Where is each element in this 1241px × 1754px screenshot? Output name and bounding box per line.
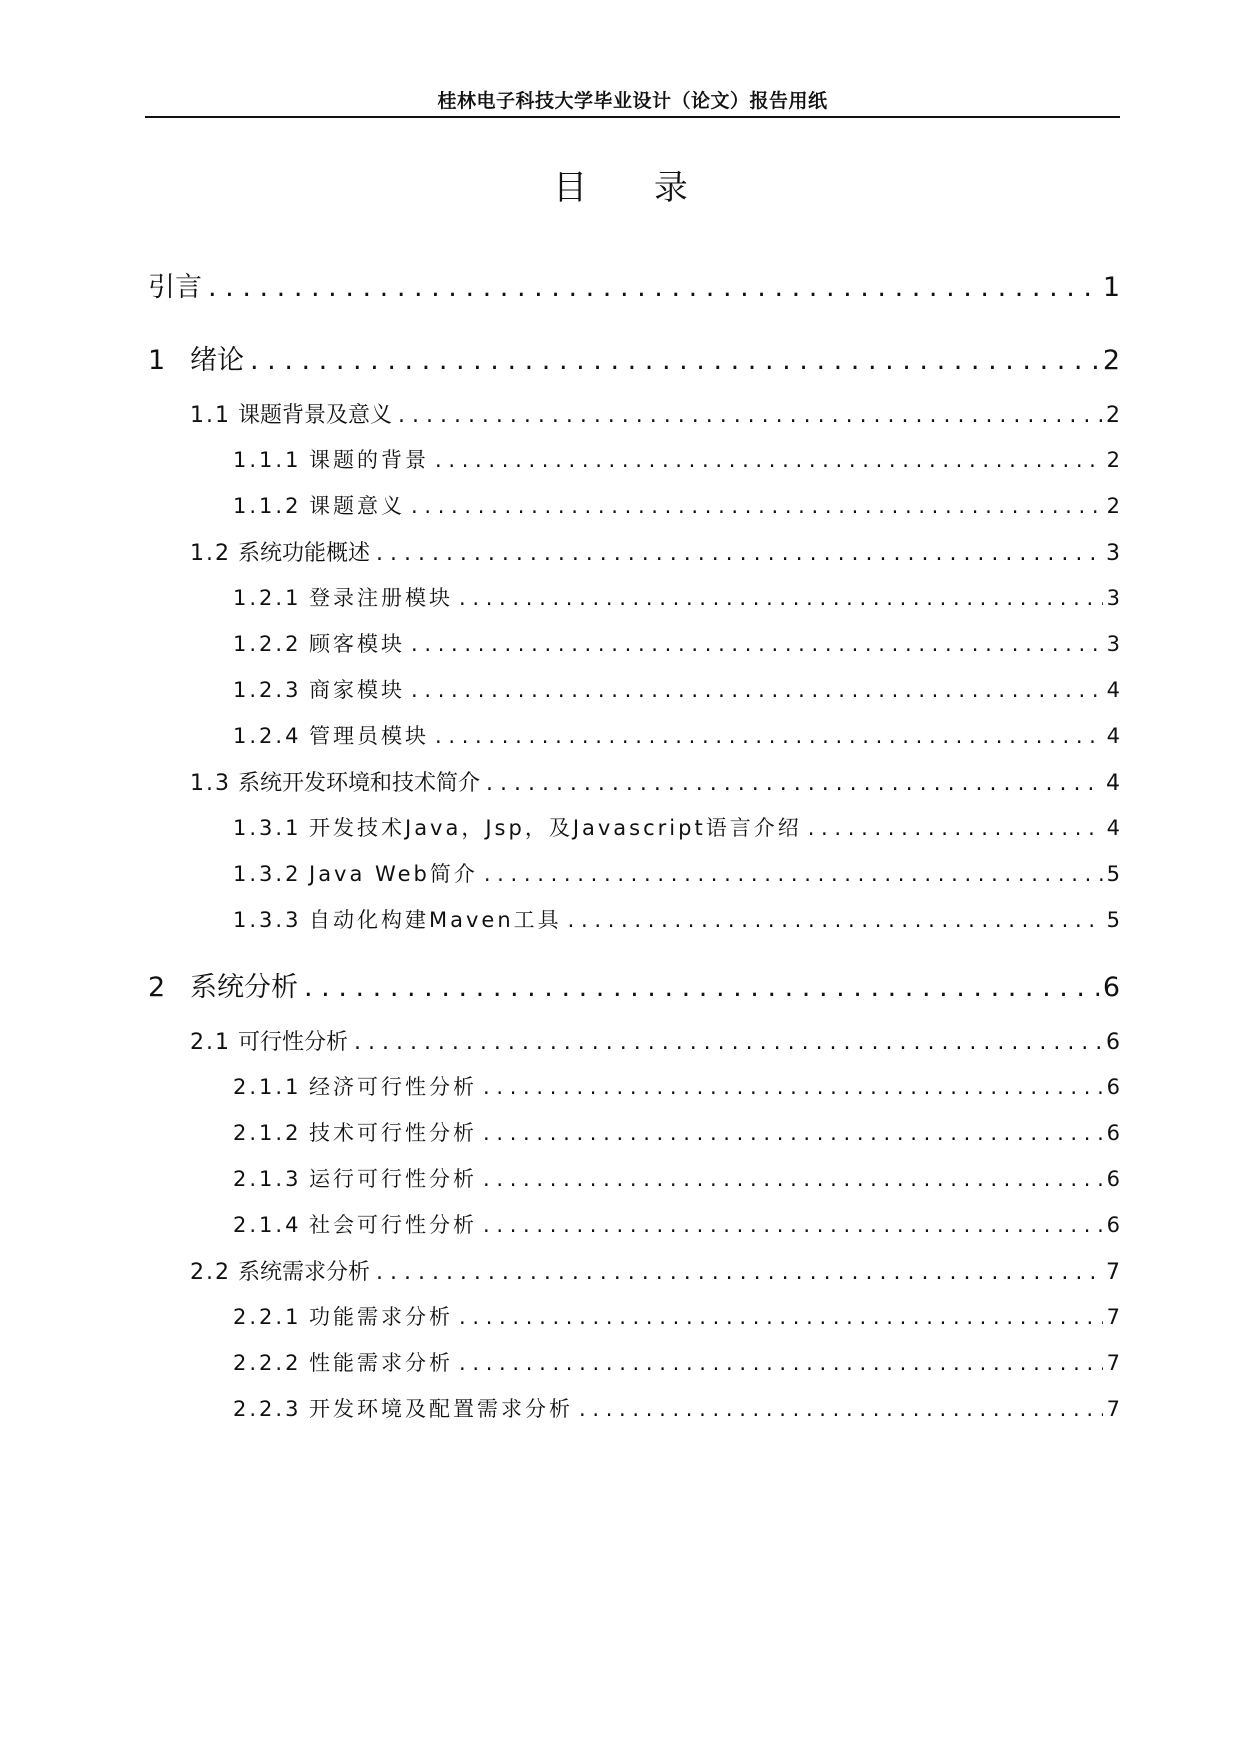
toc-entry-page-number: 2: [1102, 345, 1120, 376]
toc-entry-number: 2: [148, 972, 166, 1003]
toc-entry-title: Java Web简介: [309, 862, 478, 886]
dot-leader: [483, 1213, 1103, 1237]
toc-entry-title: 开发技术Java，Jsp，及Javascript语言介绍: [309, 816, 802, 840]
dot-leader: [354, 1030, 1102, 1055]
toc-entry-number: 1: [148, 345, 166, 376]
toc-entry-title: 商家模块: [309, 678, 405, 702]
dot-leader: [568, 908, 1103, 932]
toc-entry-number: 1.1.2: [233, 494, 302, 518]
dot-leader: [484, 862, 1103, 886]
toc-entry-number: 1.3.3: [233, 908, 302, 932]
toc-entry[interactable]: [190, 536, 1120, 567]
toc-entry-page-number: 6: [1102, 972, 1120, 1003]
dot-leader: [459, 1351, 1103, 1375]
toc-entry[interactable]: [233, 1301, 1120, 1331]
toc-entry-page-number: 3: [1106, 541, 1120, 566]
dot-leader: [411, 494, 1103, 518]
toc-entry[interactable]: [233, 1163, 1120, 1193]
toc-entry[interactable]: [233, 674, 1120, 704]
page-header: 桂林电子科技大学毕业设计（论文）报告用纸: [437, 90, 828, 112]
dot-leader: [250, 345, 1099, 376]
dot-leader: [435, 724, 1103, 748]
dot-leader: [808, 816, 1103, 840]
toc-entry-title: 课题背景及意义: [238, 403, 393, 428]
toc-entry-number: 1.1: [190, 403, 231, 428]
toc-entry-page-number: 4: [1106, 816, 1120, 840]
toc-entry-page-number: 2: [1106, 448, 1120, 472]
toc-entry-number: 1.2.4: [233, 724, 302, 748]
toc-entry[interactable]: [233, 904, 1120, 934]
dot-leader: [411, 678, 1103, 702]
toc-entry-number: 1.1.1: [233, 448, 302, 472]
toc-entry-title: 系统功能概述: [238, 541, 371, 566]
toc-entry-page-number: 6: [1106, 1121, 1120, 1145]
toc-entry-title: 功能需求分析: [309, 1305, 453, 1329]
toc-entry[interactable]: [233, 1347, 1120, 1377]
toc-entry[interactable]: [233, 1071, 1120, 1101]
dot-leader: [486, 771, 1102, 796]
toc-entry-title: 登录注册模块: [309, 586, 453, 610]
dot-leader: [579, 1397, 1103, 1421]
dot-leader: [483, 1121, 1103, 1145]
toc-entry-page-number: 6: [1106, 1030, 1120, 1055]
toc-entry-number: 2.1.1: [233, 1075, 302, 1099]
toc-entry-page-number: 4: [1106, 724, 1120, 748]
toc-entry-number: 2.2.1: [233, 1305, 302, 1329]
toc-entry-page-number: 5: [1106, 908, 1120, 932]
dot-leader: [483, 1075, 1103, 1099]
toc-entry[interactable]: [190, 1255, 1120, 1286]
toc-entry-page-number: 6: [1106, 1075, 1120, 1099]
toc-entry[interactable]: [233, 490, 1120, 520]
toc-entry[interactable]: [190, 766, 1120, 797]
toc-entry-title: 课题的背景: [309, 448, 429, 472]
toc-entry-title: 性能需求分析: [309, 1351, 453, 1375]
toc-entry-number: 1.3.2: [233, 862, 302, 886]
toc-entry[interactable]: [233, 1117, 1120, 1147]
toc-entry-page-number: 5: [1106, 862, 1120, 886]
toc-entry-number: 2.1: [190, 1030, 231, 1055]
toc-entry-title: 系统开发环境和技术简介: [238, 771, 481, 796]
toc-entry[interactable]: [148, 265, 1120, 304]
toc-entry-page-number: 7: [1106, 1397, 1120, 1421]
toc-entry[interactable]: [233, 720, 1120, 750]
toc-entry-page-number: 6: [1106, 1213, 1120, 1237]
dot-leader: [304, 972, 1099, 1003]
toc-entry-number: 1.2.1: [233, 586, 302, 610]
dot-leader: [459, 586, 1103, 610]
dot-leader: [376, 1260, 1102, 1285]
toc-entry-title: 系统需求分析: [238, 1260, 371, 1285]
toc-entry-number: 1.2.2: [233, 632, 302, 656]
toc-entry[interactable]: [233, 858, 1120, 888]
toc-entry-page-number: 2: [1106, 403, 1120, 428]
toc-entry-number: 1.2: [190, 541, 231, 566]
toc-entry-page-number: 6: [1106, 1167, 1120, 1191]
toc-entry-page-number: 1: [1102, 272, 1120, 303]
toc-entry[interactable]: [148, 338, 1120, 377]
toc-entry-number: 2.1.4: [233, 1213, 302, 1237]
toc-entry-title: 经济可行性分析: [309, 1075, 477, 1099]
toc-entry-page-number: 7: [1106, 1351, 1120, 1375]
dot-leader: [398, 403, 1102, 428]
toc-entry-page-number: 4: [1106, 678, 1120, 702]
toc-entry[interactable]: [148, 965, 1120, 1004]
dot-leader: [411, 632, 1103, 656]
toc-entry[interactable]: [190, 1025, 1120, 1056]
toc-entry-page-number: 3: [1106, 632, 1120, 656]
toc-entry-number: 2.2.2: [233, 1351, 302, 1375]
dot-leader: [208, 272, 1099, 303]
toc-entry-title: 系统分析: [190, 972, 298, 1003]
toc-entry-title: 课题意义: [309, 494, 405, 518]
toc-entry-page-number: 7: [1106, 1260, 1120, 1285]
toc-entry-title: 可行性分析: [238, 1030, 349, 1055]
toc-entry-number: 1.2.3: [233, 678, 302, 702]
toc-entry[interactable]: [233, 812, 1120, 842]
toc-entry-page-number: 2: [1106, 494, 1120, 518]
dot-leader: [435, 448, 1103, 472]
toc-entry-number: 2.1.3: [233, 1167, 302, 1191]
toc-entry-page-number: 7: [1106, 1305, 1120, 1329]
toc-entry-title: 管理员模块: [309, 724, 429, 748]
toc-entry-number: 2.1.2: [233, 1121, 302, 1145]
toc-entry-title: 绪论: [190, 345, 244, 376]
toc-entry[interactable]: [233, 1393, 1120, 1423]
toc-entry-title: 运行可行性分析: [309, 1167, 477, 1191]
toc-entry[interactable]: [233, 628, 1120, 658]
toc-entry-number: 2.2: [190, 1260, 231, 1285]
toc-entry[interactable]: [233, 1209, 1120, 1239]
toc-entry[interactable]: [190, 398, 1120, 429]
toc-entry-number: 2.2.3: [233, 1397, 302, 1421]
toc-entry-title: 开发环境及配置需求分析: [309, 1397, 573, 1421]
toc-entry-number: 1.3.1: [233, 816, 302, 840]
toc-entry-title: 自动化构建Maven工具: [309, 908, 562, 932]
toc-entry[interactable]: [233, 582, 1120, 612]
dot-leader: [376, 541, 1102, 566]
page-title: 目 录: [553, 168, 716, 208]
toc-entry-page-number: 3: [1106, 586, 1120, 610]
toc-entry[interactable]: [233, 444, 1120, 474]
toc-entry-number: 1.3: [190, 771, 231, 796]
toc-entry-page-number: 4: [1106, 771, 1120, 796]
toc-entry-title: 顾客模块: [309, 632, 405, 656]
dot-leader: [459, 1305, 1103, 1329]
toc-entry-title: 引言: [148, 272, 202, 303]
toc-entry-title: 社会可行性分析: [309, 1213, 477, 1237]
toc-entry-title: 技术可行性分析: [309, 1121, 477, 1145]
dot-leader: [483, 1167, 1103, 1191]
